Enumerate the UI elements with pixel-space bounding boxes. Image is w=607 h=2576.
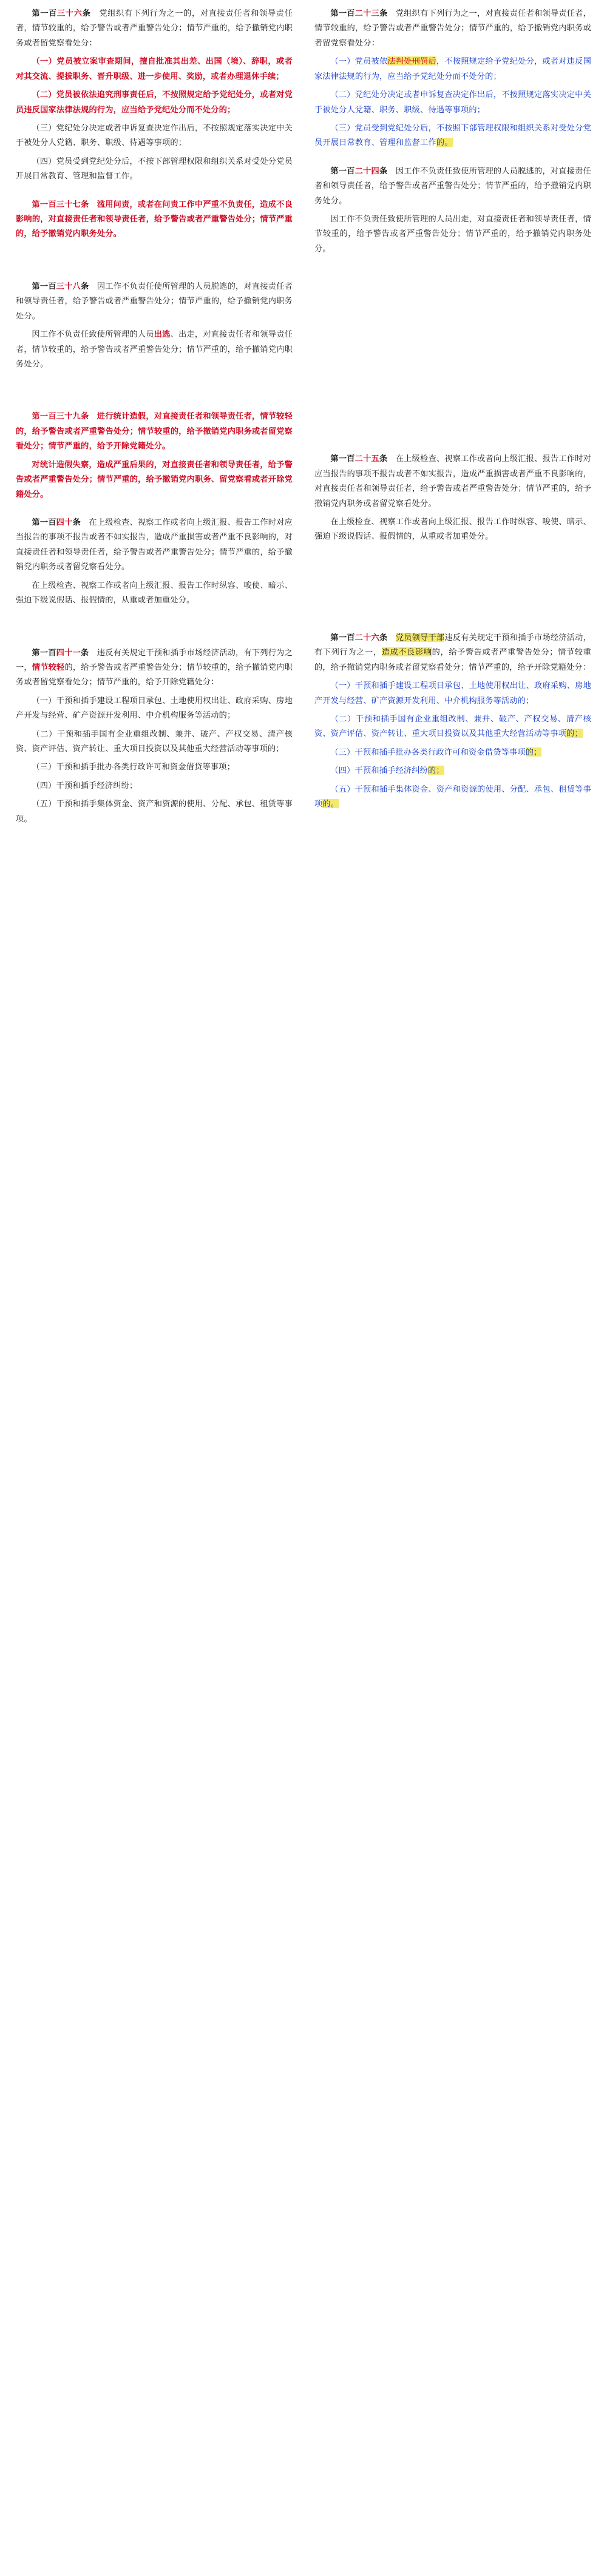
- text-run: （一）干预和插手建设工程项目承包、土地使用权出让、政府采购、房地产开发与经营、矿产资源开发利用、中介机构服务等活动的；: [314, 681, 591, 705]
- article-block: [16, 646, 293, 827]
- text-run: 条: [82, 8, 100, 18]
- text-run: （二）干预和插手国有企业重组改制、兼并、破产、产权交易、清产核资、资产评估、资产转让、重大项目投资以及其他重大经营活动等事项: [314, 713, 591, 738]
- text-run: 第一百: [32, 281, 56, 291]
- text-run: 的，给予警告或者严重警告处分；情节较重的，给予撤销党内职务或者留党察看处分；情节严重的，给予开除党籍处分：: [16, 662, 293, 687]
- text-run: 违反国家法律法规的行为，应当给予党纪处分而不处分的；: [24, 104, 236, 114]
- text-run: 四十一: [56, 647, 81, 657]
- text-run: 条: [379, 8, 396, 18]
- text-run: （三）党纪处分决定或者申诉复查决定作出后，不按照规定落实决定中关于被处分人党籍、职务、职级、待遇等事项的；: [16, 123, 293, 147]
- article-block: [16, 515, 293, 608]
- paragraph: [314, 6, 591, 50]
- article-block: [16, 6, 293, 184]
- paragraph: [16, 6, 293, 50]
- paragraph: [314, 712, 591, 741]
- text-run: 的；: [428, 766, 444, 775]
- text-run: 违反有关规定干预和插手市场经济活动，有下列行为之一，: [16, 647, 293, 672]
- text-run: 四十: [56, 517, 73, 527]
- text-run: 对统计造假失察，造成严重后果的，对直接责任者和领导责任者，给予警告或者严重警告处分；情节严重的，给予撤销党内职务、留党察看或者开除党籍处分。: [16, 459, 293, 499]
- text-run: （一）干预和插手建设工程项目承包、土地使用权出让、政府采购、房地产开发与经营、矿产资源开发利用、中介机构服务等活动的；: [16, 695, 293, 720]
- text-run: 第一百: [330, 8, 355, 18]
- left-column-revised-text: [0, 6, 304, 840]
- paragraph: [16, 457, 293, 502]
- text-run: 二十六: [354, 632, 379, 642]
- paragraph: [16, 154, 293, 184]
- text-run: （五）干预和插手集体资金、资产和资源的使用、分配、承包、租赁等事项: [314, 784, 591, 809]
- paragraph: [16, 197, 293, 241]
- text-run: 造成不良影响: [381, 647, 432, 657]
- text-run: （四）干预和插手经济纠纷: [330, 766, 429, 775]
- text-run: （二）干预和插手国有企业重组改制、兼并、破产、产权交易、清产核资、资产评估、资产转让、重大项目投资以及其他重大经营活动等事项的；: [16, 729, 293, 754]
- text-run: 党组织有下列行为之一，对直接责任者和领导责任者，情节较重的，给予警告或者严重警告处分；情节严重的，给予撤销党内职务或者留党察看处分：: [314, 8, 591, 47]
- text-run: 违反有关规定干预和插手市场经济活动，有下列行为之一，: [314, 632, 591, 657]
- paragraph: [16, 409, 293, 453]
- text-run: 第一百: [32, 8, 58, 18]
- text-run: （二）党员被依法: [32, 90, 97, 99]
- text-run: 的。: [436, 138, 453, 147]
- paragraph: [16, 646, 293, 690]
- paragraph: [314, 54, 591, 84]
- text-run: 后，不按照规定给予党纪处分，或者对: [146, 90, 285, 99]
- text-run: ，不按照规定给予党纪处分，或者对违反国家法律法规的行为，应当给予党纪处分而不处分的；: [314, 56, 591, 81]
- text-run: 二十四: [354, 166, 379, 175]
- text-run: 因工作不负责任致使所管理的人员: [32, 329, 154, 339]
- text-run: 第一百: [330, 632, 355, 642]
- text-run: 二十三: [354, 8, 379, 18]
- text-run: 党组织有下列行为之一的，对直接责任者和领导责任者，情节较重的，给予警告或者严重警告处分；情节严重的，给予撤销党内职务或者留党察看处分：: [16, 8, 293, 47]
- paragraph: [314, 164, 591, 208]
- article-block: [314, 6, 591, 150]
- text-run: 条: [72, 517, 89, 527]
- text-run: 的，给予警告或者严重警告处分；情节较重的，给予撤销党内职务或者留党察看处分；情节严重的，给予开除党籍处分：: [314, 647, 591, 672]
- text-run: 在上级检查、视察工作或者向上级汇报、报告工作时对应当报告的事项不报告或者不如实报告，造成严重损害或者严重不良影响的，对直接责任者和领导责任者，给予警告或者严重警告处分；情节严重的，给予撤销党内职务或者留党察看处分。: [314, 454, 591, 508]
- text-run: 第一百三十九条 进行统计造假，对直接责任者和领导责任者，情节较轻的，给予警告或者严重警告处分；情节较重的，给予撤销党内职务或者留党察看处分；情节严重的，给予开除党籍处分。: [16, 411, 293, 451]
- paragraph: [314, 212, 591, 256]
- text-run: 条: [80, 647, 97, 657]
- text-run: 的；: [525, 747, 542, 757]
- right-column-original-text: [304, 6, 607, 825]
- paragraph: [314, 451, 591, 511]
- paragraph: [16, 515, 293, 575]
- two-column-layout: [0, 6, 607, 840]
- text-run: 第一百: [32, 517, 56, 527]
- text-run: 党员: [16, 90, 293, 114]
- text-run: 第一百: [330, 166, 355, 175]
- text-run: 在上级检查、视察工作或者向上级汇报、报告工作时对应当报告的事项不报告或者不如实报告，造成严重损害或者严重不良影响的，对直接责任者和领导责任者，给予警告或者严重警告处分；情节严重的，给予撤销党内职务或者留党察看处分。: [16, 517, 293, 572]
- text-run: 追究刑事责任: [97, 90, 146, 99]
- paragraph: [16, 760, 293, 774]
- text-run: 条: [80, 281, 97, 291]
- text-run: 条: [379, 632, 396, 642]
- paragraph: [314, 630, 591, 675]
- paragraph: [16, 121, 293, 150]
- paragraph: [314, 87, 591, 117]
- paragraph: [16, 727, 293, 757]
- paragraph: [16, 54, 293, 84]
- paragraph: [16, 693, 293, 723]
- text-run: 第一百三十七条 滥用问责，或者在问责工作中严重不负责任，造成不良影响的，对直接责任者和领导责任者，给予警告或者严重警告处分；情节严重的，给予撤销党内职务处分。: [16, 199, 293, 238]
- paragraph: [314, 745, 591, 760]
- text-run: （二）党纪处分决定或者申诉复查决定作出后，不按照规定落实决定中关于被处分人党籍、职务、职级、待遇等事项的；: [314, 90, 591, 114]
- article-block: [16, 279, 293, 372]
- paragraph: [16, 797, 293, 826]
- text-run: 情节较轻: [32, 662, 65, 672]
- paragraph: [314, 514, 591, 544]
- text-run: （三）干预和插手批办各类行政许可和资金借贷等事项；: [32, 762, 236, 772]
- paragraph: [16, 778, 293, 793]
- text-run: （三）党员受到党纪处分后，不按照下部管理权限和组织关系对受处分党员开展日常教育、管理和监督工作: [314, 123, 591, 147]
- article-block: [16, 197, 293, 241]
- text-run: （三）干预和插手批办各类行政许可和资金借贷等事项: [330, 747, 526, 757]
- text-run: 、出走，对直接责任者和领导责任者，情节较重的，给予警告或者严重警告处分；情节严重的，给予撤销党内职务处分。: [16, 329, 293, 369]
- text-run: （四）干预和插手经济纠纷；: [32, 780, 138, 790]
- text-run: 的；: [566, 729, 583, 738]
- article-block: [314, 164, 591, 257]
- text-run: 的。: [322, 799, 339, 809]
- text-run: 因工作不负责任致使所管理的人员出走，对直接责任者和领导责任者，情节较重的，给予警告或者严重警告处分；情节严重的，给予撤销党内职务处分。: [314, 214, 591, 253]
- text-run: （四）党员受到党纪处分后，不按下部管理权限和组织关系对受处分党员开展日常教育、管理和监督工作。: [16, 156, 293, 181]
- paragraph: [314, 121, 591, 150]
- text-run: （五）干预和插手集体资金、资产和资源的使用、分配、承包、租赁等事项。: [16, 799, 293, 823]
- article-block: [314, 630, 591, 812]
- text-run: 第一百: [32, 647, 56, 657]
- text-run: 第一百: [330, 454, 355, 464]
- article-block: [314, 451, 591, 544]
- text-run: 二十五: [354, 454, 379, 464]
- text-run: 党员领导干部: [395, 632, 445, 642]
- text-run: （一）党员被立案审查期间，擅自批准其出差、出国（境）、辞职，或者对其交流、提拔职务、晋升职级、进一步使用、奖励，或者办理退休手续；: [16, 56, 293, 81]
- text-run: 在上级检查、视察工作或者向上级汇报、报告工作时纵容、唆使、暗示、强迫下级说假话、报假情的，从重或者加重处分。: [314, 517, 591, 541]
- text-run: 在上级检查、视察工作或者向上级汇报、报告工作时纵容、唆使、暗示、强迫下级说假话、报假情的，从重或者加重处分。: [16, 580, 293, 605]
- text-run: （一）党员被依: [330, 56, 388, 66]
- paragraph: [16, 87, 293, 117]
- paragraph: [314, 782, 591, 812]
- text-run: 因工作不负责任致使所管理的人员脱逃的，对直接责任者和领导责任者，给予警告或者严重警告处分；情节严重的，给予撤销党内职务处分。: [314, 166, 591, 205]
- paragraph: [314, 678, 591, 708]
- paragraph: [16, 279, 293, 323]
- text-run: 因工作不负责任使所管理的人员脱逃的，对直接责任者和领导责任者，给予警告或者严重警告处分；情节严重的，给予撤销党内职务处分。: [16, 281, 293, 320]
- paragraph: [16, 578, 293, 608]
- article-block: [16, 409, 293, 502]
- document-page: [0, 0, 607, 858]
- text-run: 法判处刑罚后: [387, 56, 436, 66]
- paragraph: [314, 763, 591, 778]
- text-run: 出逃: [154, 329, 171, 339]
- paragraph: [16, 327, 293, 371]
- text-run: 三十六: [57, 8, 83, 18]
- text-run: 条: [379, 166, 396, 175]
- text-run: 三十八: [56, 281, 81, 291]
- text-run: 条: [379, 454, 396, 464]
